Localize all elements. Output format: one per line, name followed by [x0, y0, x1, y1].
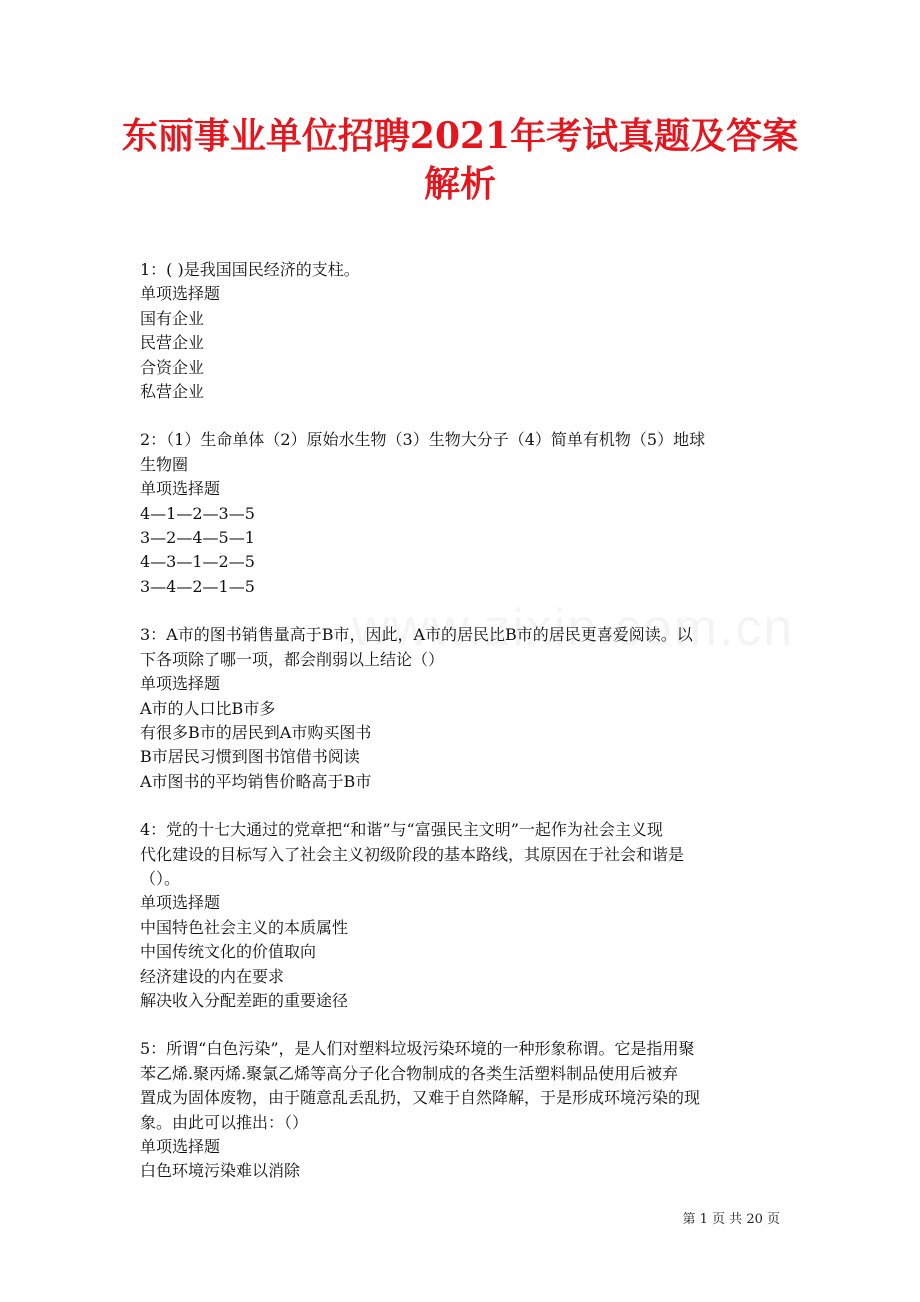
answer-option: 中国传统文化的价值取向 — [140, 942, 317, 962]
answer-option: 国有企业 — [140, 308, 205, 328]
question-stem: 4：党的十七大通过的党章把“和谐”与“富强民主文明”一起作为社会主义现 — [140, 820, 663, 840]
title-line-1: 东丽事业单位招聘2021年考试真题及答案 — [121, 115, 799, 157]
answer-option: 3—2—4—5—1 — [140, 528, 255, 548]
answer-option: 私营企业 — [140, 382, 205, 402]
answer-option: 有很多B市的居民到A市购买图书 — [140, 722, 372, 742]
answer-option: 4—3—1—2—5 — [140, 552, 255, 572]
answer-option: 民营企业 — [140, 333, 205, 353]
question-type: 单项选择题 — [140, 674, 221, 694]
question-stem: 5：所谓“白色污染”，是人们对塑料垃圾污染环境的一种形象称谓。它是指用聚 — [140, 1039, 695, 1059]
question-4 — [140, 818, 790, 1013]
question-2 — [140, 428, 790, 599]
document-title — [100, 112, 820, 208]
answer-option: 4—1—2—3—5 — [140, 503, 255, 523]
answer-option: 经济建设的内在要求 — [140, 966, 285, 986]
answer-option: B市居民习惯到图书馆借书阅读 — [140, 747, 360, 767]
question-stem: 下各项除了哪一项，都会削弱以上结论（） — [140, 649, 445, 669]
answer-option: 白色环境污染难以消除 — [140, 1161, 301, 1181]
question-stem: 代化建设的目标写入了社会主义初级阶段的基本路线，其原因在于社会和谐是 — [140, 844, 685, 864]
question-type: 单项选择题 — [140, 284, 221, 304]
question-stem: （）。 — [140, 868, 181, 888]
question-stem: 2：（1）生命单体（2）原始水生物（3）生物大分子（4）简单有机物（5）地球 — [140, 430, 706, 450]
question-stem: 生物圈 — [140, 454, 189, 474]
answer-option: 3—4—2—1—5 — [140, 576, 255, 596]
answer-option: 解决收入分配差距的重要途径 — [140, 990, 349, 1010]
question-stem: 3：A市的图书销售量高于B市，因此，A市的居民比B市的居民更喜爱阅读。以 — [140, 625, 693, 645]
question-type: 单项选择题 — [140, 479, 221, 499]
question-stem: 苯乙烯.聚丙烯.聚氯乙烯等高分子化合物制成的各类生活塑料制品使用后被弃 — [140, 1063, 679, 1083]
question-3 — [140, 623, 790, 794]
answer-option: 中国特色社会主义的本质属性 — [140, 917, 349, 937]
title-line-2: 解析 — [423, 163, 496, 205]
answer-option: A市图书的平均销售价略高于B市 — [140, 771, 372, 791]
question-stem: 1：( )是我国国民经济的支柱。 — [140, 260, 360, 279]
question-type: 单项选择题 — [140, 893, 221, 913]
question-type: 单项选择题 — [140, 1137, 221, 1156]
question-list — [140, 258, 790, 1208]
answer-option: 合资企业 — [140, 357, 205, 377]
page-footer: 第 1 页 共 20 页 — [682, 1212, 780, 1227]
question-stem: 置成为固体废物，由于随意乱丢乱扔，又难于自然降解，于是形成环境污染的现 — [140, 1088, 701, 1108]
question-5 — [140, 1037, 790, 1183]
answer-option: A市的人口比B市多 — [140, 698, 276, 718]
question-stem: 象。由此可以推出：（） — [140, 1112, 309, 1132]
question-1 — [140, 258, 790, 404]
